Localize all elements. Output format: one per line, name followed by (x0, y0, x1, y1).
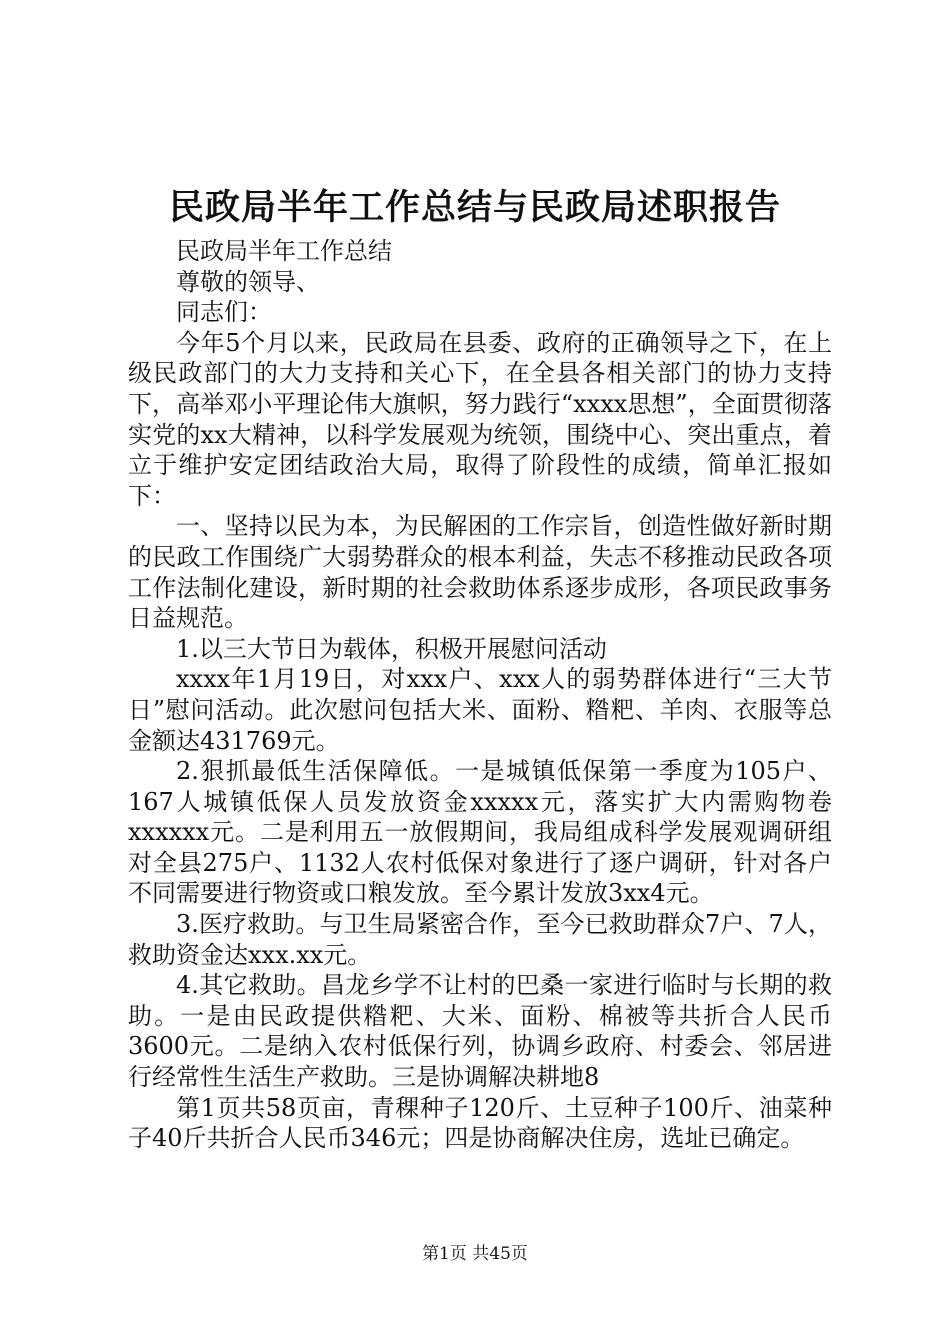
paragraph-item-3: 3.医疗救助。与卫生局紧密合作，至今已救助群众7户、7人，救助资金达xxx.xx元。 (128, 910, 832, 969)
paragraph-section-1: 一、坚持以民为本，为民解困的工作宗旨，创造性做好新时期的民政工作围绕广大弱势群众的根本利益，失志不移推动民政各项工作法制化建设，新时期的社会救助体系逐步成形，各项民政事务日益规范。 (128, 512, 832, 633)
paragraph-item-1-heading: 1.以三大节日为载体，积极开展慰问活动 (176, 634, 607, 663)
paragraph-item-2: 2.狠抓最低生活保障低。一是城镇低保第一季度为105户、167人城镇低保人员发放资金xxxxx元，落实扩大内需购物卷xxxxxx元。二是利用五一放假期间，我局组成科学发展观调研组对全县275户、1132人农村低保对象进行了逐户调研，针对各户不同需要进行物资或口粮发放。至今累计发放3xx4元。 (128, 757, 832, 908)
paragraph-salutation-1: 尊敬的领导、 (176, 267, 320, 296)
paragraph-item-1-body: xxxx年1月19日，对xxx户、xxx人的弱势群体进行“三大节日”慰问活动。此次慰问包括大米、面粉、糌粑、羊肉、衣服等总金额达431769元。 (128, 665, 832, 755)
paragraph-subtitle: 民政局半年工作总结 (176, 237, 392, 265)
paragraph-salutation-2: 同志们： (176, 298, 272, 327)
document-title: 民政局半年工作总结与民政局述职报告 (168, 187, 781, 228)
page-footer: 第1页 共45页 (422, 1244, 528, 1264)
paragraph-item-4-cont: 第1页共58页亩，青稞种子120斤、土豆种子100斤、油菜种子40斤共折合人民币346元；四是协商解决住房，选址已确定。 (128, 1093, 832, 1153)
paragraph-intro: 今年5个月以来，民政局在县委、政府的正确领导之下，在上级民政部门的大力支持和关心下，在全县各相关部门的协力支持下，高举邓小平理论伟大旗帜，努力践行“xxxx思想”，全面贯彻落实党的xx大精神，以科学发展观为统领，围绕中心、突出重点，着立于维护安定团结政治大局，取得了阶段性的成绩，简单汇报如下： (128, 328, 832, 510)
paragraph-item-4: 4.其它救助。昌龙乡学不让村的巴桑一家进行临时与长期的救助。一是由民政提供糌粑、大米、面粉、棉被等共折合人民币3600元。二是纳入农村低保行列，协调乡政府、村委会、邻居进行经常性生活生产救助。三是协调解决耕地8 (128, 971, 832, 1092)
document-body (128, 236, 832, 1154)
